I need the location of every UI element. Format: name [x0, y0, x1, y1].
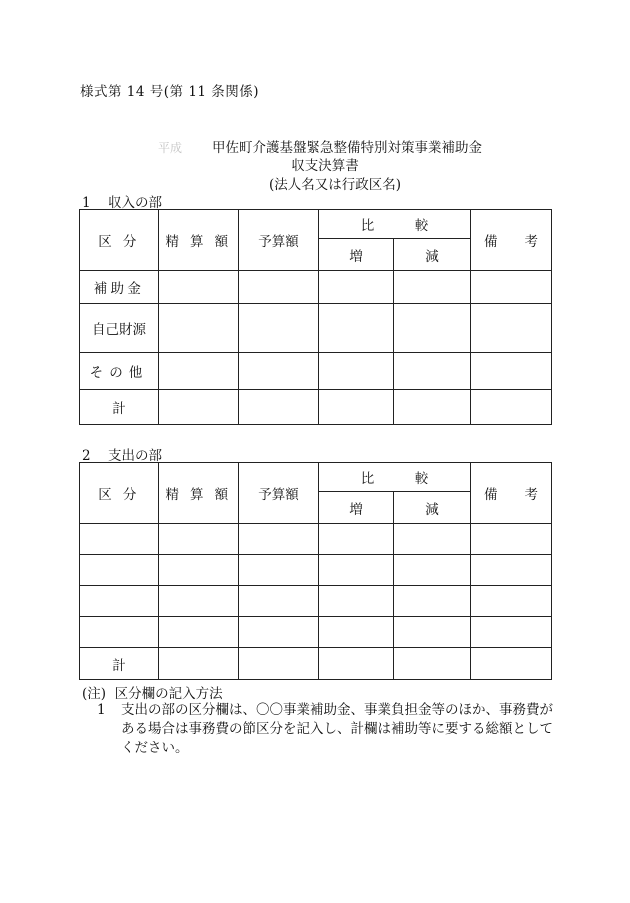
income-table — [79, 209, 552, 425]
table-cell — [471, 390, 552, 425]
table-row — [80, 304, 552, 353]
income-header-settled: 精 算 額 — [159, 210, 239, 271]
expense-heading-number: 2 — [82, 448, 91, 464]
title-line-2-text: 収支決算書 — [291, 158, 359, 174]
table-cell — [239, 524, 319, 555]
expense-header-decrease: 減 — [394, 492, 471, 524]
income-heading-text: 収入の部 — [108, 195, 162, 211]
table-cell — [394, 648, 471, 680]
income-header-category: 区 分 — [80, 210, 159, 271]
note-item — [97, 701, 557, 758]
table-cell — [319, 555, 394, 586]
table-cell — [394, 555, 471, 586]
table-cell — [319, 271, 394, 304]
table-cell — [471, 304, 552, 353]
title-line-1: 甲佐町介護基盤緊急整備特別対策事業補助金 — [212, 140, 483, 156]
expense-row-label — [80, 524, 159, 555]
title-line-3 — [0, 173, 630, 193]
table-cell — [159, 617, 239, 648]
table-cell — [239, 304, 319, 353]
table-cell — [239, 555, 319, 586]
expense-header-remarks: 備 考 — [471, 463, 552, 524]
expense-row-label — [80, 617, 159, 648]
table-cell — [319, 586, 394, 617]
table-cell — [471, 555, 552, 586]
expense-row-total: 計 — [80, 648, 159, 680]
expense-header-increase: 増 — [319, 492, 394, 524]
income-header-budget: 予算額 — [239, 210, 319, 271]
expense-header-compare: 比 較 — [319, 463, 471, 492]
expense-heading — [82, 444, 162, 464]
table-cell — [471, 271, 552, 304]
table-cell — [471, 586, 552, 617]
table-cell — [394, 353, 471, 390]
table-cell — [319, 304, 394, 353]
table-cell — [159, 271, 239, 304]
income-header-decrease: 減 — [394, 239, 471, 271]
table-cell — [319, 353, 394, 390]
income-header-remarks: 備 考 — [471, 210, 552, 271]
table-row — [80, 586, 552, 617]
table-cell — [394, 617, 471, 648]
income-row-label: 補助金 — [80, 271, 159, 304]
table-cell — [319, 617, 394, 648]
table-cell — [239, 648, 319, 680]
table-row — [80, 390, 552, 425]
table-cell — [239, 586, 319, 617]
note-item-number: 1 — [97, 702, 106, 718]
income-row-total: 計 — [80, 390, 159, 425]
income-row-label: その他 — [80, 353, 159, 390]
income-header-increase: 増 — [319, 239, 394, 271]
table-row — [80, 353, 552, 390]
table-cell — [471, 617, 552, 648]
expense-header-settled: 精 算 額 — [159, 463, 239, 524]
note-item-text: 支出の部の区分欄は、〇〇事業補助金、事業負担金等のほか、事務費がある場合は事務費の節区分を記入し、計欄は補助等に要する総額としてください。 — [121, 702, 553, 756]
table-cell — [159, 390, 239, 425]
table-cell — [394, 586, 471, 617]
income-header-compare: 比 較 — [319, 210, 471, 239]
table-row — [80, 617, 552, 648]
table-row — [80, 648, 552, 680]
table-cell — [394, 390, 471, 425]
table-cell — [159, 555, 239, 586]
form-number: 様式第 14 号(第 11 条関係) — [80, 84, 260, 100]
table-row — [80, 555, 552, 586]
table-cell — [319, 648, 394, 680]
table-cell — [239, 271, 319, 304]
expense-header-budget: 予算額 — [239, 463, 319, 524]
note-heading: (注) 区分欄の記入方法 — [82, 686, 223, 702]
table-cell — [319, 390, 394, 425]
table-cell — [159, 648, 239, 680]
table-row — [80, 271, 552, 304]
income-row-label: 自己財源 — [80, 304, 159, 353]
expense-header-category: 区 分 — [80, 463, 159, 524]
table-cell — [394, 271, 471, 304]
table-cell — [159, 304, 239, 353]
table-cell — [394, 304, 471, 353]
table-cell — [159, 586, 239, 617]
table-cell — [471, 524, 552, 555]
table-cell — [239, 353, 319, 390]
title-line-2 — [0, 154, 630, 174]
table-cell — [159, 353, 239, 390]
table-row — [80, 524, 552, 555]
table-cell — [239, 617, 319, 648]
expense-row-label — [80, 586, 159, 617]
income-heading-number: 1 — [82, 195, 91, 211]
expense-table — [79, 462, 552, 680]
table-cell — [471, 353, 552, 390]
expense-row-label — [80, 555, 159, 586]
document-title — [158, 136, 482, 156]
expense-heading-text: 支出の部 — [108, 448, 162, 464]
table-cell — [159, 524, 239, 555]
title-line-3-text: (法人名又は行政区名) — [268, 177, 402, 193]
era-label: 平成 — [158, 141, 183, 155]
table-cell — [239, 390, 319, 425]
income-heading — [82, 191, 162, 211]
table-cell — [471, 648, 552, 680]
table-cell — [319, 524, 394, 555]
table-cell — [394, 524, 471, 555]
